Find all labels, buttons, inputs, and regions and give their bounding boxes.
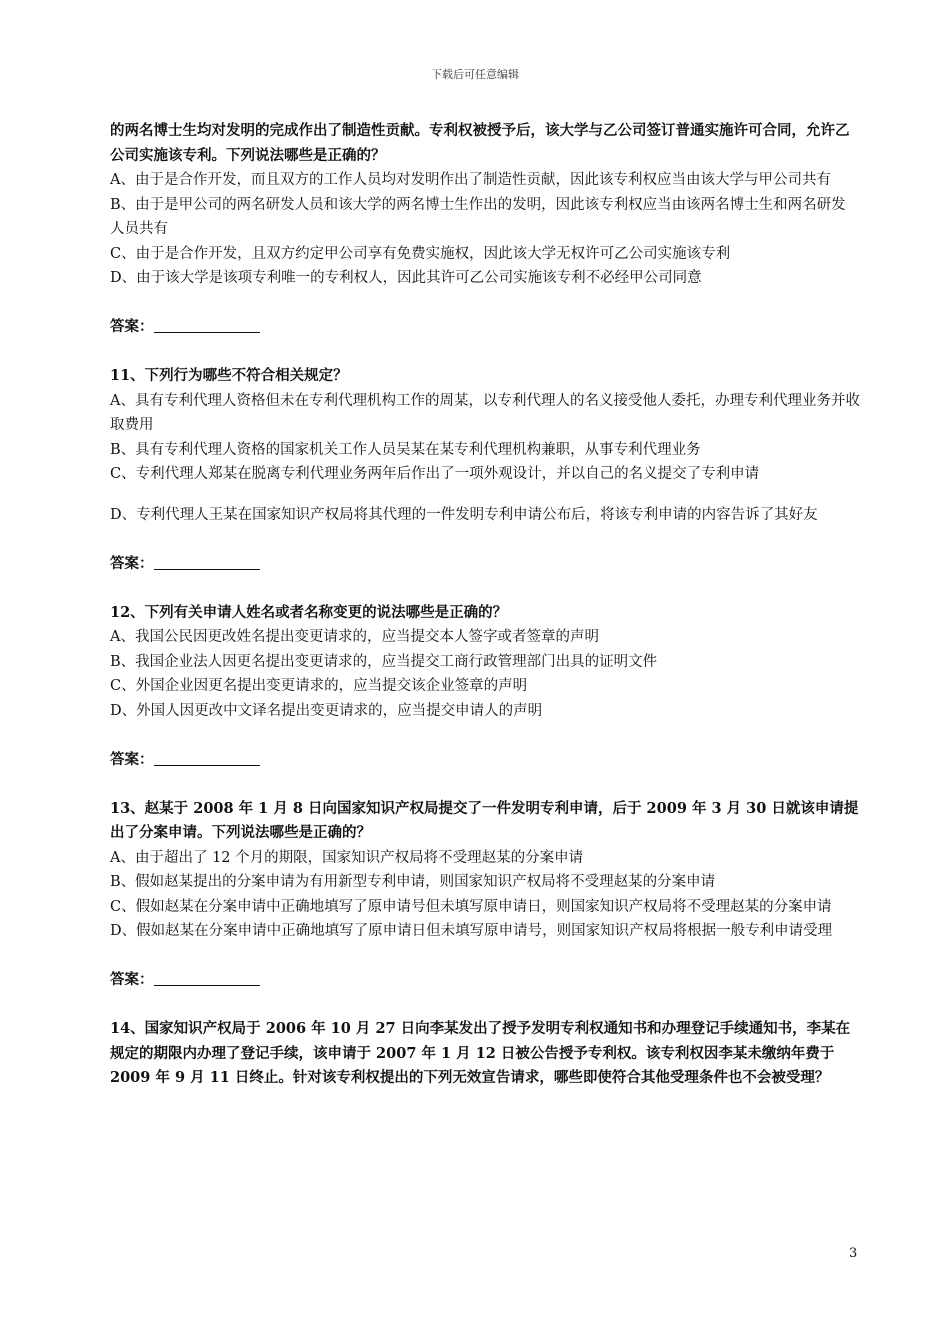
question-13-option-b: B、假如赵某提出的分案申请为有用新型专利申请，则国家知识产权局将不受理赵某的分案申请 bbox=[110, 874, 716, 890]
question-11-option-d: D、专利代理人王某在国家知识产权局将其代理的一件发明专利申请公布后，将该专利申请的内容告诉了其好友 bbox=[110, 506, 818, 523]
question-10-option-d: D、由于该大学是该项专利唯一的专利权人，因此其许可乙公司实施该专利不必经甲公司同意 bbox=[110, 270, 702, 286]
answer-line-13 bbox=[110, 968, 860, 993]
answer-label: 答案： bbox=[110, 971, 154, 988]
question-10-option-c: C、由于是合作开发，且双方约定甲公司享有免费实施权，因此该大学无权许可乙公司实施该专利 bbox=[110, 245, 731, 262]
answer-line-12 bbox=[110, 748, 860, 773]
answer-line-11 bbox=[110, 552, 860, 577]
question-10-option-a: A、由于是合作开发，而且双方的工作人员均对发明作出了制造性贡献，因此该专利权应当由该大学与甲公司共有 bbox=[110, 172, 831, 188]
answer-blank[interactable] bbox=[154, 317, 260, 333]
answer-blank[interactable] bbox=[154, 554, 260, 570]
question-11-option-b: B、具有专利代理人资格的国家机关工作人员吴某在某专利代理机构兼职，从事专利代理业务 bbox=[110, 441, 701, 458]
question-14-stem: 14、国家知识产权局于 2006 年 10 月 27 日向李某发出了授予发明专利权通知书和办理登记手续通知书，李某在规定的期限内办理了登记手续，该申请于 2007 年 1 月 12 日被公告授予专利权。该专利权因李某未缴纳年费于 2009 年 9 月 11 日终止。针对该专利权提出的下列无效宣告请求，哪些即使符合其他受理条件也不会被受理？ bbox=[110, 1020, 851, 1086]
page-header: 下载后可任意编辑 bbox=[431, 68, 519, 81]
question-10-option-b: B、由于是甲公司的两名研发人员和该大学的两名博士生作出的发明，因此该专利权应当由该两名博士生和两名研发人员共有 bbox=[110, 196, 846, 237]
answer-blank[interactable] bbox=[154, 970, 260, 986]
answer-line-10 bbox=[110, 315, 860, 340]
question-12-option-a: A、我国公民因更改姓名提出变更请求的，应当提交本人签字或者签章的声明 bbox=[110, 629, 599, 645]
question-13-stem: 13、赵某于 2008 年 1 月 8 日向国家知识产权局提交了一件发明专利申请，后于 2009 年 3 月 30 日就该申请提出了分案申请。下列说法哪些是正确的？ bbox=[110, 799, 859, 841]
question-11-option-a: A、具有专利代理人资格但未在专利代理机构工作的周某，以专利代理人的名义接受他人委托，办理专利代理业务并收取费用 bbox=[110, 392, 860, 433]
answer-label: 答案： bbox=[110, 750, 154, 768]
question-12-option-c: C、外国企业因更名提出变更请求的，应当提交该企业签章的声明 bbox=[110, 678, 528, 694]
question-11-option-c: C、专利代理人郑某在脱离专利代理业务两年后作出了一项外观设计，并以自己的名义提交了专利申请 bbox=[110, 466, 760, 482]
question-12-stem: 12、下列有关申请人姓名或者名称变更的说法哪些是正确的？ bbox=[110, 603, 508, 621]
page-number: 3 bbox=[849, 1246, 858, 1261]
question-12-option-d: D、外国人因更改中文译名提出变更请求的，应当提交申请人的声明 bbox=[110, 702, 543, 719]
question-12-option-b: B、我国企业法人因更名提出变更请求的，应当提交工商行政管理部门出具的证明文件 bbox=[110, 653, 658, 670]
question-13-option-a: A、由于超出了 12 个月的期限，国家知识产权局将不受理赵某的分案申请 bbox=[110, 849, 584, 866]
answer-label: 答案： bbox=[110, 554, 154, 572]
question-11-stem: 11、下列行为哪些不符合相关规定？ bbox=[110, 367, 348, 384]
question-13-option-d: D、假如赵某在分案申请中正确地填写了原申请日但未填写原申请号，则国家知识产权局将根据一般专利申请受理 bbox=[110, 923, 833, 939]
question-10-stem: 的两名博士生均对发明的完成作出了制造性贡献。专利权被授予后，该大学与乙公司签订普通实施许可合同，允许乙公司实施该专利。下列说法哪些是正确的？ bbox=[110, 122, 850, 164]
answer-label: 答案： bbox=[110, 318, 154, 335]
document-body bbox=[110, 119, 860, 1091]
answer-blank[interactable] bbox=[154, 750, 260, 766]
question-13-option-c: C、假如赵某在分案申请中正确地填写了原申请号但未填写原申请日，则国家知识产权局将不受理赵某的分案申请 bbox=[110, 898, 832, 915]
